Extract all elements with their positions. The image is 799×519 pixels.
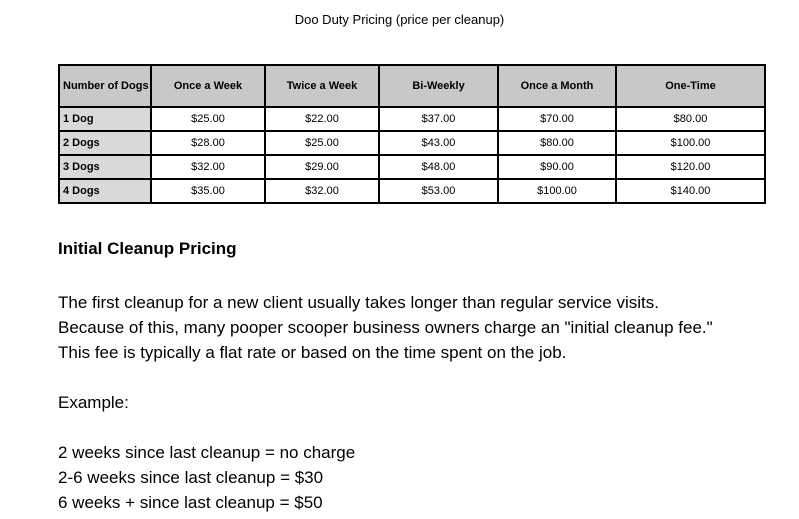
price-cell: $32.00	[151, 155, 265, 179]
price-cell: $100.00	[616, 131, 765, 155]
price-cell: $53.00	[379, 179, 498, 203]
price-cell: $28.00	[151, 131, 265, 155]
spacer	[58, 415, 793, 440]
dog-count-cell: 2 Dogs	[59, 131, 151, 155]
column-header-twice-a-week: Twice a Week	[265, 65, 379, 107]
column-header-number-of-dogs: Number of Dogs	[59, 65, 151, 107]
price-cell: $48.00	[379, 155, 498, 179]
price-cell: $25.00	[265, 131, 379, 155]
example-line: 6 weeks + since last cleanup = $50	[58, 493, 323, 512]
price-cell: $22.00	[265, 107, 379, 131]
section-heading-initial-cleanup: Initial Cleanup Pricing	[58, 239, 237, 258]
dog-count-cell: 4 Dogs	[59, 179, 151, 203]
table-header-row	[59, 65, 765, 107]
dog-count-cell: 1 Dog	[59, 107, 151, 131]
spacer	[58, 365, 793, 390]
column-header-bi-weekly: Bi-Weekly	[379, 65, 498, 107]
example-line: 2 weeks since last cleanup = no charge	[58, 443, 356, 462]
price-cell: $29.00	[265, 155, 379, 179]
column-header-once-a-month: Once a Month	[498, 65, 616, 107]
price-cell: $43.00	[379, 131, 498, 155]
column-header-one-time: One-Time	[616, 65, 765, 107]
example-line: 2-6 weeks since last cleanup = $30	[58, 468, 324, 487]
price-cell: $140.00	[616, 179, 765, 203]
price-cell: $80.00	[498, 131, 616, 155]
dog-count-cell: 3 Dogs	[59, 155, 151, 179]
paragraph-line: This fee is typically a flat rate or based on the time spent on the job.	[58, 343, 567, 362]
initial-cleanup-body	[58, 290, 793, 515]
price-cell: $80.00	[616, 107, 765, 131]
table-row	[59, 179, 765, 203]
table-row	[59, 131, 765, 155]
example-label: Example:	[58, 393, 129, 412]
table-row	[59, 107, 765, 131]
table-row	[59, 155, 765, 179]
pricing-table	[58, 64, 766, 204]
price-cell: $100.00	[498, 179, 616, 203]
price-cell: $35.00	[151, 179, 265, 203]
price-cell: $120.00	[616, 155, 765, 179]
paragraph-line: Because of this, many pooper scooper business owners charge an "initial cleanup fee."	[58, 318, 713, 337]
column-header-once-a-week: Once a Week	[151, 65, 265, 107]
price-cell: $70.00	[498, 107, 616, 131]
price-cell: $32.00	[265, 179, 379, 203]
price-cell: $90.00	[498, 155, 616, 179]
price-cell: $25.00	[151, 107, 265, 131]
document-title: Doo Duty Pricing (price per cleanup)	[294, 12, 505, 27]
paragraph-line: The first cleanup for a new client usually takes longer than regular service visits.	[58, 293, 659, 312]
price-cell: $37.00	[379, 107, 498, 131]
